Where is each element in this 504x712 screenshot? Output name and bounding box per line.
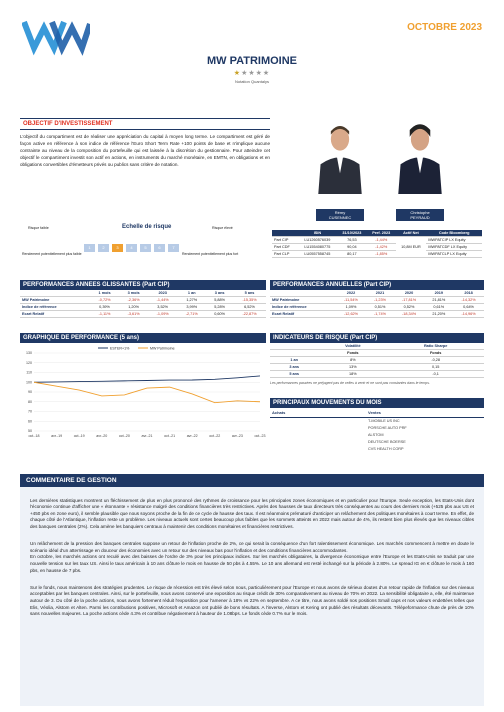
risk-indicators-section [270,333,484,385]
table-row: Ecart Relatif -12,62% -1,74% -18,34% 21,20% -14,96% [270,311,484,318]
x-tick-label: oct.-19 [73,434,85,438]
series-line-fund [34,382,260,402]
risk-boxes [84,236,182,254]
x-tick-label: avr.-20 [96,434,108,438]
y-tick-label: 120 [26,360,32,365]
share-classes-table [272,230,482,258]
table-row: 5 ans 18% -0,1 [270,371,484,378]
y-tick-label: 50 [28,429,32,434]
commentary-paragraph: Les dernières statistiques montrent un fléchissement de plus en plus prononcé des rythmes de croissance pour les principales zones économiques et en particulier pour l'Europe. Seule exception, les Etats-Unis dont l'économie continue d'afficher une « étonnante » résistance malgré des conditions financières très restrictives. Après des hausses de taux directeurs très conséquentes au cours des derniers mois (+525 pbs aux US et +450 pbs en zone euro), il semble plausible que nous soyons proche de la fin de ce cycle de hausse des taux. Il est néanmoins prématuré d'anticiper un relâchement des politiques monétaires à court terme. En effet, de chaque côté de l'Atlantique, l'inflation reste un problème. Les niveaux actuels sont certes beaucoup plus faibles que les sommets atteints en 2022 mais autour de 4%, ils restent bien plus élevés que les niveaux cibles des banques centrales (2%). Cela amène les banquiers centraux à maintenir des conditions monétaires et financières restrictives. [30,497,474,529]
commentary-paragraph: Un relâchement de la pression des banques centrales suppose un retour de l'inflation proche de 2%, ce qui serait la conséquence d'un fort ralentissement économique. Les marchés commencent à mettre en doute le scénario idéal d'un atterrissage en douceur des économies avec un retour sur des niveaux bas pour l'inflation et des conditions financières accommodantes. En octobre, les marchés actions ont reculé avec des baisses de l'ordre de 3% pour les principaux indices. Sur les marchés obligataires, la divergence économique entre l'Europe et les Etats-Unis se traduit par une nouvelle tension sur les taux US. Ainsi le taux américain à 10 ans clôture le mois en hausse de 50 pbs à 4.55%. Le 10 ans allemand est resté inchangé sur la période à 2.80%. Le spread IG en € clôture le mois à 160 pbs, en hausse de 7 pbs. [30,541,474,573]
list-item: PORSCHE AUTO PRF [368,426,407,430]
risk-indicators-title: INDICATEURS DE RISQUE (Part CIP) [270,333,484,343]
risk-scale [22,222,266,268]
list-item: CVS HEALTH CORP [368,447,404,451]
manager-photo [396,104,444,204]
x-tick-label: oct.-18 [28,434,40,438]
risk-high-sub: Rendement potentiellement plus fort [182,252,239,256]
x-tick-label: oct.-23 [254,434,266,438]
manager-name-1: Rémy CUSENNEC [316,209,364,221]
y-tick-label: 70 [28,409,32,414]
risk-level: 6 [154,244,165,252]
table-row: 1 an 8% -0,28 [270,357,484,364]
report-month: OCTOBRE 2023 [407,22,482,33]
table-row: MW Patrimoine -0,72% -2,36% -1,44% 1,27% 5,88% -15,35% [20,297,266,304]
performance-chart [20,343,266,443]
table-row: Part CIP LU1260576039 76,53 -1,44% 10,8M EUR MWPATCIP LX Equity [272,237,482,244]
movements-section [270,398,484,453]
list-item: ALSTOM [368,433,384,437]
legend-label-fund: MW Patrimoine [150,346,175,351]
x-tick-label: avr.-19 [51,434,63,438]
performance-disclaimer: Les performances passées ne préjugent pas de celles à venir et ne sont pas constantes dans le temps. [270,381,430,385]
y-tick-label: 130 [26,351,32,356]
mw-logo [22,16,90,56]
y-tick-label: 80 [28,399,32,404]
risk-title: Echelle de risque [122,224,172,230]
list-item: DEUTSCHE BOERSE [368,440,406,444]
risk-level: 7 [168,244,179,252]
manager-photo [316,104,364,204]
perf-annual-section [270,280,484,318]
risk-level-selected: 3 [112,244,123,252]
chart-title: GRAPHIQUE DE PERFORMANCE (5 ans) [20,333,266,343]
objective-section [20,118,270,168]
x-tick-label: oct.-20 [118,434,130,438]
x-tick-label: avr.-22 [186,434,198,438]
perf-annual-title: PERFORMANCES ANNUELLES (Part CIP) [270,280,484,290]
series-line-ester [34,376,260,382]
x-tick-label: oct.-21 [164,434,176,438]
x-tick-label: avr.-21 [141,434,153,438]
manager-card-1 [316,104,364,221]
fund-name: MW PATRIMOINE [206,55,298,67]
table-header: ISIN 31/10/2023 Perf. 2023 Actif Net Code Bloomberg [272,230,482,237]
risk-low-sub: Rendement potentiellement plus faible [22,252,82,256]
list-item: T-MOBILE US INC [368,419,400,423]
perf-rolling-title: PERFORMANCES ANNEES GLISSANTES (Part CIP) [20,280,266,290]
performance-chart-section [20,333,266,445]
table-row: 3 ans 13% 0,15 [270,364,484,371]
risk-high-label: Risque élevé [212,226,233,230]
table-header: 2022 2021 2020 2019 2018 [270,290,484,297]
objective-title: OBJECTIF D'INVESTISSEMENT [20,118,270,130]
table-subheader: Fonds Fonds [270,350,484,357]
manager-card-2 [396,104,444,221]
table-row: Part CDF LU1554080775 90,04 -1,42% MWPATCDF LX Equity [272,244,482,251]
commentary-section [20,474,484,706]
risk-level: 2 [98,244,109,252]
movements-title: PRINCIPAUX MOUVEMENTS DU MOIS [270,398,484,408]
risk-level: 1 [84,244,95,252]
x-tick-label: oct.-22 [209,434,221,438]
manager-name-2: Christophe PEYRAUD [396,209,444,221]
table-row: Indice de référence 1,09% 0,51% 0,52% 0,61% 0,64% [270,304,484,311]
rating-stars: ★★★★★ [233,70,271,77]
risk-level: 5 [140,244,151,252]
risk-low-label: Risque faible [28,226,49,230]
perf-rolling-section [20,280,266,318]
y-tick-label: 100 [26,380,32,385]
table-row: Indice de référence 0,39% 1,20% 3,52% 3,99% 5,28% 6,52% [20,304,266,311]
commentary-paragraph: Sur le fonds, nous maintenons des stratégies prudentes. Le risque de récession est très élevé selon nous, particulièrement pour l'Europe et nous avons de sérieux doutes d'un retour rapide de l'inflation sur des niveaux acceptables par les banques centrales. Ainsi, sur le portefeuille, nous avons conservé une exposition au risque crédit de 30% comparativement au niveau de 70% en 2022. La sensibilité obligataire a, elle, été maintenue autour de 3. Du côté de la poche actions, nous avons fortement réduit l'exposition pour l'amener à 18% vs 22% en septembre. A ce titre, nous avons soldé nos positions Small caps et nos valeurs endettées telles que Elis, Véolia, Alstom et Alten. Parmi les contributions positives, Microsoft et Amazon ont publié de bons résultats. A l'inverse, Alstom et Kering ont publié des résultats décevants. Télépeformance chute de près de 10% sans nouvelles majeures. La poche actions cède 4.3% et contribue négativement à hauteur de 1.08bps. Le fonds cède 0.7% sur le mois. [30,584,474,617]
y-tick-label: 60 [28,419,32,424]
table-row: Part CLP LU0557558745 80,17 -1,85% MWPATCLP LX Equity [272,251,482,258]
table-row: Ecart Relatif -1,11% -3,61% -1,09% -2,71% 0,60% -22,87% [20,311,266,318]
rating-label: Notation Quantalys [234,79,270,84]
y-tick-label: 110 [26,370,32,375]
buys-label: Achats [272,410,286,415]
table-header: Volatilité Ratio Sharpe [270,343,484,350]
legend-label-ester: ESTER+1% [110,346,130,351]
objective-text: L'objectif du compartiment est de réaliser une appréciation du capital à moyen long terme. Le compartiment est géré de façon active en référence à son indice de référence l'Euro Short Term Rate +100 points de base et n'implique aucune contrainte au niveau de la composition du portefeuille qui est laissée à la discrétion du gestionnaire. Pour atteindre cet objectif le compartiment investit son actif en actions, en instruments du marché monétaire, en EMTN, en obligations et en obligations convertibles d'émetteurs privés ou publics sans critère de notation. [20,134,270,167]
table-header: 1 mois 3 mois 2023 1 an 3 ans 5 ans [20,290,266,297]
commentary-title: COMMENTAIRE DE GESTION [20,474,484,487]
sells-label: Ventes [368,410,381,415]
y-tick-label: 90 [28,390,32,395]
x-tick-label: avr.-23 [231,434,243,438]
table-row: MW Patrimoine -11,54% -1,23% -17,81% 21,81% -14,32% [270,297,484,304]
risk-level: 4 [126,244,137,252]
